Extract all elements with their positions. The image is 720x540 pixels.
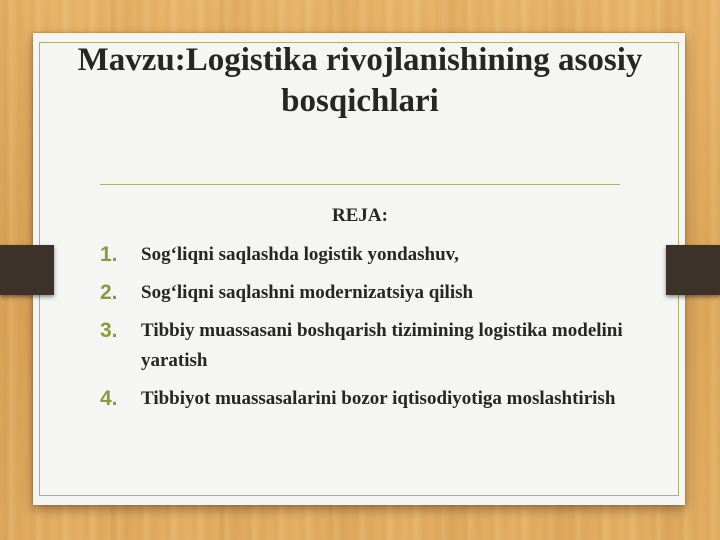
plan-item-text: Sog‘liqni saqlashda logistik yondashuv, [141, 244, 459, 265]
plan-item-text: Tibbiyot muassasalarini bozor iqtisodiyotiga moslashtirish [141, 388, 616, 409]
plan-list [100, 240, 640, 422]
slide-title: Mavzu:Logistika rivojlanishining asosiy bosqichlari [77, 42, 643, 119]
plan-item-number: 4. [100, 387, 118, 410]
plan-item-number: 1. [100, 243, 118, 266]
plan-item-number: 2. [100, 281, 118, 304]
plan-item-text: Tibbiy muassasani boshqarish tizimining logistika modelini yaratish [141, 320, 623, 371]
plan-item-text: Sog‘liqni saqlashni modernizatsiya qilish [141, 282, 474, 303]
plan-heading: REJA: [332, 205, 388, 226]
right-clip [666, 245, 720, 295]
plan-item-2 [100, 278, 640, 308]
plan-item-3 [100, 316, 640, 376]
left-clip [0, 245, 54, 295]
plan-item-number: 3. [100, 319, 118, 342]
title-divider [100, 184, 620, 185]
plan-item-1 [100, 240, 640, 270]
plan-item-4 [100, 384, 640, 414]
